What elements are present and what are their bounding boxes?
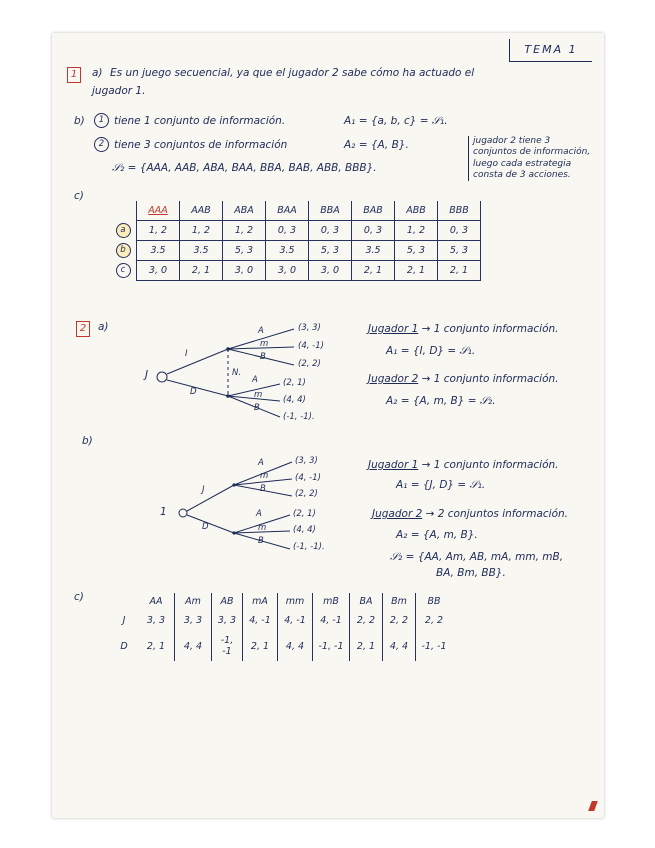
tree-a-action-label: B [260,352,266,362]
tree-a-branch-down [167,380,228,396]
table-cell: 3, 0 [266,261,309,281]
table-cell: 5, 3 [438,241,481,261]
tree-a-action-label: A [258,326,264,336]
player-name: Jugador 1 [368,459,419,471]
player-text: → 2 conjuntos información. [425,508,568,520]
table-cell: 3, 0 [137,261,180,281]
page-title: TEMA 1 [509,39,592,62]
q1b-player2-text: tiene 3 conjuntos de información [114,139,288,151]
tree-b-branch-up-label: J [202,485,205,495]
column-header: BA [350,593,383,609]
q1c-label: c) [74,190,84,202]
q1b-player1-text: tiene 1 conjunto de información. [114,115,286,127]
table-cell: 1, 2 [223,221,266,241]
table-corner [110,593,138,609]
q2b-player2 [372,508,568,521]
column-header: AA [149,595,163,607]
table-cell: 3.5 [266,241,309,261]
question-1-number: 1 [67,67,81,83]
column-header: BBB [438,201,481,221]
column-header: Bm [383,593,416,609]
table-cell: 1, 2 [137,221,180,241]
tree-a-payoff: (4, 4) [283,395,306,405]
tree-a-root-node [157,372,167,382]
column-header: ABA [223,201,266,221]
tree-b-branch-up [187,485,234,511]
column-header: BAA [266,201,309,221]
circle-marker: 2 [94,137,109,152]
tree-b-payoff: (4, -1) [295,473,321,483]
row-label-circle: c [116,263,131,278]
note-line: jugador 2 tiene 3 [473,136,551,146]
table-cell: 0, 3 [438,221,481,241]
q2b-player2-set: A₂ = {A, m, B}. [396,529,478,541]
table-cell: 2, 1 [146,640,166,652]
tree-a-node [226,347,230,351]
table-row [110,631,452,661]
tree-b-payoff: (3, 3) [295,456,318,466]
table-cell: -1, -1 [212,631,243,661]
tree-a-payoff: (3, 3) [298,323,321,333]
table-cell: 1, 2 [180,221,223,241]
game-tree-lines [52,33,604,818]
note-line: consta de 3 acciones. [473,169,571,180]
tree-a-payoff: (-1, -1). [283,412,315,422]
column-header: AB [212,593,243,609]
table-cell: 2, 1 [352,261,395,281]
table-cell: 5, 3 [309,241,352,261]
table-cell: 2, 1 [243,631,278,661]
tree-b-payoff: (2, 2) [295,489,318,499]
q2a-player1-set: A₁ = {I, D} = 𝒮₁. [386,345,476,357]
table-cell: 2, 2 [383,609,416,631]
row-label-circle: b [116,243,131,258]
q1b-strategies: 𝒮₂ = {AAA, AAB, ABA, BAA, BBA, BAB, ABB, BBB}. [112,162,377,174]
column-header-text: AAA [148,205,168,216]
q2a-player2 [368,373,559,386]
table-cell: 2, 2 [350,609,383,631]
player-text: → 1 conjunto información. [421,373,559,385]
tree-b-action-label: A [258,458,264,468]
tree-b-payoff: (4, 4) [293,525,316,535]
tree-a-payoff: (2, 2) [298,359,321,369]
strategy-table-2 [110,593,452,661]
q1a-label: a) [92,67,103,79]
note-line: conjuntos de información, [473,147,591,158]
table-cell: 4, -1 [278,609,313,631]
row-label: D [120,640,128,652]
table-cell: 2, 1 [438,261,481,281]
tree-a-payoff: (4, -1) [298,341,324,351]
table-cell: 3, 3 [146,614,166,626]
q2b-player1-set: A₁ = {J, D} = 𝒮₁. [396,479,486,491]
row-label-circle: a [116,223,131,238]
q2b-strategies-line2: BA, Bm, BB}. [436,567,506,579]
table-cell: 4, 4 [383,631,416,661]
q2b-strategies-line1: 𝒮₂ = {AA, Am, AB, mA, mm, mB, [390,551,564,563]
circle-marker: 1 [94,113,109,128]
table-cell: 4, -1 [243,609,278,631]
table-cell: 2, 1 [180,261,223,281]
tree-a-action-label: m [254,390,263,400]
table-cell: -1, -1 [313,631,350,661]
notebook-page [52,33,604,818]
table-cell: 2, 1 [395,261,438,281]
note-line: luego cada estrategia [473,158,572,169]
tree-b-node [232,483,235,486]
tree-b-action-label: m [258,523,267,533]
q1a-line2: jugador 1. [92,85,146,97]
tree-b-root-label: 1 [160,506,167,518]
table-cell: 1, 2 [395,221,438,241]
row-label: J [122,614,126,626]
table-cell: 3.5 [137,241,180,261]
tree-b-payoff: (2, 1) [293,509,316,519]
column-header: mB [313,593,350,609]
tree-a-node [226,394,230,398]
player-name: Jugador 2 [368,373,419,385]
table-cell: 5, 3 [395,241,438,261]
table-cell: 2, 2 [416,609,453,631]
table-cell: 3, 0 [223,261,266,281]
table-cell: 4, 4 [278,631,313,661]
player-text: → 1 conjunto información. [421,323,559,335]
table-cell: 4, -1 [313,609,350,631]
tree-b-node [232,531,235,534]
q2a-label: a) [98,321,109,333]
tree-a-action-label: m [260,339,269,349]
table-cell: 5, 3 [223,241,266,261]
column-header: BAB [352,201,395,221]
q2c-label: c) [74,591,84,603]
tree-b-action-label: m [260,471,269,481]
q2b-label: b) [82,435,93,447]
player-name: Jugador 1 [368,323,419,335]
table-row [110,609,452,631]
q2b-player1 [368,459,559,472]
q1a-line1: Es un juego secuencial, ya que el jugador 2 sabe cómo ha actuado el [110,67,475,79]
tree-a-action-label: A [252,375,258,385]
player-text: → 1 conjunto información. [421,459,559,471]
tree-b-payoff: (-1, -1). [293,542,325,552]
table-cell: 2, 1 [350,631,383,661]
table-cell: 0, 3 [309,221,352,241]
tree-b-action-label: B [260,484,266,494]
question-2-number: 2 [76,321,90,337]
table-cell: 3, 3 [175,609,212,631]
table-cell: -1, -1 [416,631,453,661]
tree-a-root-label: J [145,369,149,381]
table-cell: 3.5 [352,241,395,261]
table-cell: 0, 3 [266,221,309,241]
player-name: Jugador 2 [372,508,423,520]
tree-b-branch-down-label: D [202,522,209,532]
tree-a-payoff: (2, 1) [283,378,306,388]
table-cell: 0, 3 [352,221,395,241]
tree-a-branch-up-label: I [185,349,188,359]
tree-a-branch-up [167,349,228,374]
column-header: BB [416,593,453,609]
q1b-player1-set: A₁ = {a, b, c} = 𝒮₁. [344,115,448,127]
table-cell: 3, 3 [212,609,243,631]
column-header: mm [278,593,313,609]
column-header: Am [175,593,212,609]
q1b-player2-set: A₂ = {A, B}. [344,139,409,151]
column-header: BBA [309,201,352,221]
tree-b-root-node [179,509,187,517]
tree-b-action-label: B [258,536,264,546]
column-header: mA [243,593,278,609]
tree-b-branch-down [187,515,234,533]
q2a-player1 [368,323,559,336]
column-header: AAB [180,201,223,221]
table-cell: 3, 0 [309,261,352,281]
table-cell: 4, 4 [175,631,212,661]
table-cell: 3.5 [180,241,223,261]
column-header: ABB [395,201,438,221]
q1b-label: b) [74,115,85,127]
tree-a-branch-down-label: D [190,387,197,397]
tree-a-action-label: B [254,403,260,413]
q2a-player2-set: A₂ = {A, m, B} = 𝒮₂. [386,395,496,407]
tree-b-action-label: A [256,509,262,519]
tree-a-info-label: N. [232,368,242,378]
